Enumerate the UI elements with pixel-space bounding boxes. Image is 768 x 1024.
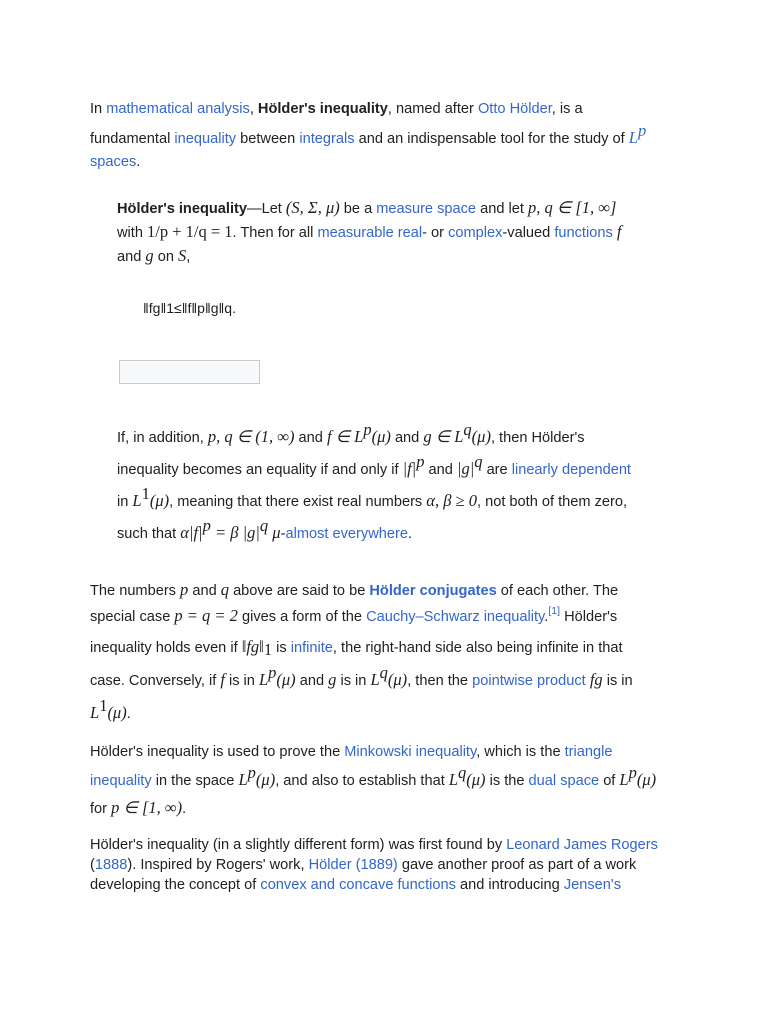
link-real[interactable]: real [397, 225, 423, 241]
link-cauchy-schwarz[interactable]: Cauchy–Schwarz inequality [366, 609, 545, 625]
text: of each other. The [496, 583, 619, 599]
math: p, q ∈ [1, ∞] [527, 198, 617, 217]
text: inequality becomes an equality if and only if [117, 462, 403, 478]
math-sup: 1 [141, 484, 150, 503]
link-lp-spaces-math[interactable] [628, 121, 647, 147]
text: is the [485, 773, 529, 789]
text: and let [476, 201, 528, 217]
math: ‖fg‖ [241, 637, 264, 656]
math-sup: p [202, 516, 211, 535]
math-sup: p [363, 420, 372, 439]
math-sub: 1 [263, 640, 273, 659]
conjugates-line-2 [90, 606, 617, 627]
equality-line-3 [117, 484, 628, 512]
math: L [619, 770, 629, 789]
link-inequality[interactable]: inequality [174, 131, 237, 147]
text: , and also to establish that [275, 773, 449, 789]
math-sup: p [268, 663, 277, 682]
minkowski-line-2 [90, 763, 657, 791]
link-pointwise-product[interactable]: pointwise product [472, 673, 586, 689]
text: developing the concept of [90, 877, 261, 893]
text: - [280, 526, 286, 542]
link-holder-1889[interactable]: Hölder (1889) [308, 857, 398, 873]
text: -valued [502, 225, 555, 241]
math: S [178, 246, 187, 265]
text: . [407, 526, 413, 542]
math: p = q = 2 [174, 606, 238, 625]
text: such that [117, 526, 181, 542]
math: L [370, 670, 380, 689]
conjugates-line-1 [90, 580, 618, 601]
intro-line-3 [90, 152, 140, 172]
math: (S, Σ, μ) [285, 198, 340, 217]
text: in the space [151, 773, 239, 789]
math: (μ) [255, 770, 276, 789]
text: Hölder's inequality (in a slightly different form) was first found by [90, 837, 507, 853]
math: (μ) [276, 670, 296, 689]
link-almost-everywhere[interactable]: almost everywhere [285, 526, 408, 542]
text: gives a form of the [237, 609, 367, 625]
equality-line-1 [117, 420, 585, 448]
text: for [90, 801, 112, 817]
text: , then the [407, 673, 473, 689]
history-line-2 [90, 855, 636, 875]
link-mathematical-analysis[interactable]: mathematical analysis [106, 101, 250, 117]
text: is in [224, 673, 259, 689]
math-sup: p [628, 763, 637, 782]
history-line-1 [90, 835, 658, 855]
math: p, q ∈ (1, ∞) [207, 427, 295, 446]
math: L [238, 770, 248, 789]
math: g ∈ L [423, 427, 464, 446]
math-sup: p [247, 763, 256, 782]
math: L [90, 703, 100, 722]
link-1888[interactable]: 1888 [94, 857, 128, 873]
text: special case [90, 609, 175, 625]
link-triangle-inequality[interactable]: inequality [90, 773, 152, 789]
math: f ∈ L [326, 427, 364, 446]
link-complex[interactable]: complex [448, 225, 503, 241]
text: and an indispensable tool for the study of [354, 131, 629, 147]
math: = β |g| [210, 523, 260, 542]
math: q [220, 580, 230, 599]
math: (μ) [636, 770, 657, 789]
intro-line-2 [90, 121, 647, 149]
link-holder-conjugates[interactable]: Hölder conjugates [369, 583, 497, 599]
text: . [182, 801, 187, 817]
text: gave another proof as part of a work [397, 857, 637, 873]
text: If, in addition, [117, 430, 208, 446]
math: f [616, 222, 622, 241]
text: case. Conversely, if [90, 673, 221, 689]
link-minkowski-inequality[interactable]: Minkowski inequality [344, 744, 477, 760]
text: - or [422, 225, 449, 241]
link-leonard-james-rogers[interactable]: Leonard James Rogers [506, 837, 658, 853]
text: , [249, 101, 258, 117]
math: 1/p + 1/q = 1 [147, 222, 233, 241]
text: . [126, 706, 131, 722]
link-jensens[interactable]: Jensen's [563, 877, 621, 893]
text: and introducing [455, 877, 564, 893]
intro-line-1 [90, 99, 583, 119]
text: between [236, 131, 300, 147]
math: (μ) [471, 427, 491, 446]
text: Hölder's [560, 609, 618, 625]
text: is in [336, 673, 371, 689]
math-sup: q [463, 420, 472, 439]
math: α, β ≥ 0 [426, 491, 477, 510]
link-linearly-dependent[interactable]: linearly dependent [511, 462, 631, 478]
text: In [90, 101, 107, 117]
link-functions[interactable]: functions [554, 225, 613, 241]
math: μ [268, 523, 281, 542]
text: with [117, 225, 148, 241]
text: is in [602, 673, 633, 689]
link-triangle[interactable]: triangle [564, 744, 613, 760]
text: . Then for all [232, 225, 318, 241]
math: (μ) [387, 670, 408, 689]
formula-image-placeholder [119, 360, 260, 384]
theorem-line-1 [117, 198, 616, 219]
math: |f| [402, 459, 417, 478]
text: , is a [551, 101, 583, 117]
math-sup: 1 [99, 696, 108, 715]
text: —Let [246, 201, 286, 217]
text: , which is the [476, 744, 565, 760]
link-measure-space[interactable]: measure space [376, 201, 477, 217]
link-spaces[interactable]: spaces [90, 154, 137, 170]
text: are [482, 462, 512, 478]
text: , [186, 249, 191, 265]
math: L [258, 670, 269, 689]
math-sup: q [379, 663, 388, 682]
text: , then Hölder's [490, 430, 585, 446]
math-sup: q [259, 516, 269, 535]
text: fundamental [90, 131, 175, 147]
math: (μ) [149, 491, 170, 510]
theorem-line-2 [117, 222, 621, 243]
math-sup: p [416, 452, 425, 471]
text: Hölder's inequality is used to prove the [90, 744, 345, 760]
equality-line-4 [117, 516, 413, 544]
text: , meaning that there exist real numbers [169, 494, 427, 510]
math-sup: q [474, 452, 483, 471]
text: in [117, 494, 133, 510]
math: α|f| [180, 523, 203, 542]
text: inequality holds even if [90, 640, 242, 656]
math: p [180, 580, 189, 599]
conjugates-line-3 [90, 637, 623, 658]
math: p ∈ [1, ∞) [111, 798, 183, 817]
math: (μ) [371, 427, 391, 446]
math: f [220, 670, 225, 689]
minkowski-line-1 [90, 742, 613, 762]
text: , not both of them zero, [476, 494, 628, 510]
text: is [272, 640, 291, 656]
text: ( [90, 857, 95, 873]
equality-line-2 [117, 452, 631, 480]
math-sup: q [458, 763, 467, 782]
math: g [145, 246, 154, 265]
text: The numbers [90, 583, 181, 599]
link-integrals[interactable]: integrals [299, 131, 355, 147]
link-otto-holder[interactable]: Otto Hölder [477, 101, 552, 117]
math: L [132, 491, 142, 510]
text: of [599, 773, 620, 789]
math: |g| [456, 459, 475, 478]
text: above are said to be [229, 583, 370, 599]
article-subject: Hölder's inequality [257, 101, 388, 117]
math: fg [585, 670, 603, 689]
minkowski-line-3 [90, 798, 186, 819]
reference-link[interactable]: [1] [548, 605, 561, 617]
text: and [295, 673, 329, 689]
math: g [328, 670, 337, 689]
math-sup: p [637, 121, 647, 140]
link-measurable[interactable]: measurable [317, 225, 394, 241]
formula-fallback-text: ‖fg‖1≤‖f‖p‖g‖q. [143, 300, 236, 316]
history-line-3 [90, 875, 621, 895]
link-dual-space[interactable]: dual space [528, 773, 600, 789]
theorem-line-3 [117, 246, 190, 267]
text: , named after [387, 101, 478, 117]
text: . [136, 154, 141, 170]
math: L [448, 770, 459, 789]
text: and [117, 249, 146, 265]
math: L [628, 128, 638, 147]
text: on [153, 249, 178, 265]
math: (μ) [107, 703, 127, 722]
text: ). Inspired by Rogers' work, [127, 857, 309, 873]
text: . [544, 609, 549, 625]
link-infinite[interactable]: infinite [290, 640, 333, 656]
conjugates-line-5 [90, 696, 131, 724]
text: , the right-hand side also being infinite in that [332, 640, 623, 656]
text: and [390, 430, 424, 446]
math: (μ) [466, 770, 486, 789]
text: be a [339, 201, 377, 217]
text: and [424, 462, 457, 478]
conjugates-line-4 [90, 663, 633, 691]
theorem-title: Hölder's inequality [117, 201, 247, 217]
link-convex-concave-functions[interactable]: convex and concave functions [260, 877, 456, 893]
text: and [294, 430, 327, 446]
text: and [188, 583, 221, 599]
